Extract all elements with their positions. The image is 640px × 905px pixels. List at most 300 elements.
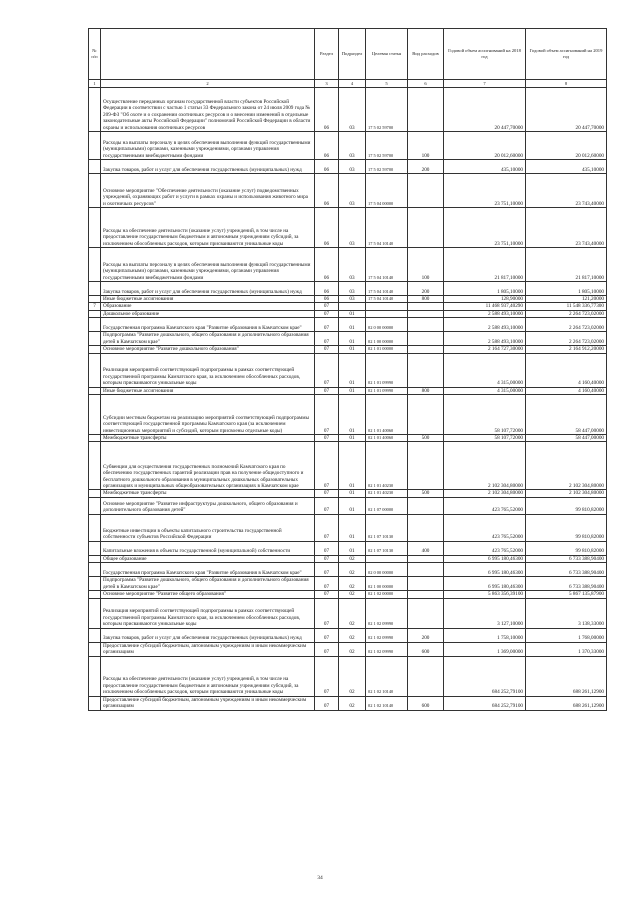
cell-section: 07 [315, 318, 339, 332]
cell-section: 07 [315, 435, 339, 442]
cell-2019: 58 447,00000 [526, 435, 607, 442]
cell-section: 07 [315, 490, 339, 497]
cell-2018: 23 751,10000 [444, 174, 526, 208]
cell-2018: 6 995 180,46300 [444, 563, 526, 577]
cell-2018: 3 127,10000 [444, 598, 526, 628]
cell-num [89, 577, 101, 591]
cell-article: 02 1 07 00000 [366, 497, 408, 514]
cell-2018: 21 817,10000 [444, 248, 526, 282]
cell-name: Основное мероприятие "Развитие инфраструктуры дошкольного, общего образования и дополнительного образования детей" [101, 497, 315, 514]
cell-name: Дошкольное образование [101, 310, 315, 317]
cell-article: 02 1 01 09990 [366, 353, 408, 387]
cell-article [366, 303, 408, 310]
cell-name: Субвенции для осуществления государственных полномочий Камчатского края по обеспечению государственных гарантий реализации прав на получение общедоступного и бесплатного дошкольного образования в муниципальных дошкольных образовательных организациях и муниципальных общеобразовательных организациях в Камчатском крае [101, 442, 315, 490]
cell-article: 02 1 02 10140 [366, 656, 408, 696]
table-body [89, 88, 607, 711]
cell-2019: 2 102 304,80000 [526, 442, 607, 490]
cell-article: 17 5 04 10140 [366, 208, 408, 248]
cell-num: 7 [89, 303, 101, 310]
cell-section: 07 [315, 555, 339, 562]
cell-subsection: 03 [339, 248, 366, 282]
column-number: 8 [526, 80, 607, 88]
cell-section: 06 [315, 132, 339, 160]
cell-name: Бюджетные инвестиции в объекты капитального строительства государственной собственности субъектов Российской Федерации [101, 514, 315, 541]
cell-section: 07 [315, 642, 339, 656]
cell-expense-type: 100 [408, 132, 444, 160]
cell-expense-type: 600 [408, 642, 444, 656]
cell-expense-type [408, 497, 444, 514]
column-number: 2 [101, 80, 315, 88]
cell-2018: 23 751,10000 [444, 208, 526, 248]
column-number: 6 [408, 80, 444, 88]
cell-expense-type [408, 353, 444, 387]
cell-2018: 2 164 727,30000 [444, 346, 526, 353]
cell-subsection: 01 [339, 497, 366, 514]
cell-2019: 4 160,40000 [526, 387, 607, 394]
table-row [89, 696, 607, 710]
cell-2019: 1 370,33000 [526, 642, 607, 656]
table-row [89, 577, 607, 591]
cell-article: 02 1 01 40060 [366, 395, 408, 435]
cell-article: 17 5 02 59700 [366, 160, 408, 174]
cell-num [89, 174, 101, 208]
cell-2019: 6 733 388,90400 [526, 555, 607, 562]
cell-section: 07 [315, 563, 339, 577]
cell-subsection: 02 [339, 563, 366, 577]
cell-expense-type [408, 591, 444, 598]
cell-subsection: 02 [339, 642, 366, 656]
column-number: 4 [339, 80, 366, 88]
cell-2019: 99 810,82000 [526, 514, 607, 541]
cell-expense-type [408, 88, 444, 132]
cell-article: 02 1 02 00000 [366, 591, 408, 598]
cell-num [89, 435, 101, 442]
cell-section: 07 [315, 310, 339, 317]
cell-num [89, 598, 101, 628]
cell-name: Закупка товаров, работ и услуг для обеспечения государственных (муниципальных) нужд [101, 160, 315, 174]
table-row [89, 248, 607, 282]
table-row [89, 656, 607, 696]
cell-expense-type [408, 318, 444, 332]
cell-2018: 435,10000 [444, 160, 526, 174]
header-2019: Годовой объем ассигнований на 2019 год [526, 29, 607, 80]
cell-num [89, 656, 101, 696]
cell-expense-type: 200 [408, 282, 444, 296]
cell-section: 07 [315, 387, 339, 394]
cell-name: Иные бюджетные ассигнования [101, 387, 315, 394]
column-number: 5 [366, 80, 408, 88]
column-number-row [89, 80, 607, 88]
table-row [89, 435, 607, 442]
cell-section: 06 [315, 296, 339, 303]
cell-subsection: 01 [339, 310, 366, 317]
cell-article: 02 0 00 00000 [366, 318, 408, 332]
budget-table [88, 28, 607, 711]
cell-subsection: 03 [339, 132, 366, 160]
cell-section: 07 [315, 656, 339, 696]
header-subsection: Подраздел [339, 29, 366, 80]
cell-subsection: 03 [339, 208, 366, 248]
table-row [89, 591, 607, 598]
cell-expense-type [408, 563, 444, 577]
cell-subsection: 03 [339, 160, 366, 174]
cell-num [89, 395, 101, 435]
cell-expense-type [408, 656, 444, 696]
header-2018: Годовой объем ассигнований на 2018 год [444, 29, 526, 80]
cell-article: 02 1 01 40230 [366, 442, 408, 490]
cell-2019: 23 743,40000 [526, 174, 607, 208]
table-row [89, 132, 607, 160]
cell-expense-type [408, 598, 444, 628]
table-row [89, 541, 607, 555]
cell-section: 06 [315, 88, 339, 132]
cell-num [89, 318, 101, 332]
cell-2018: 423 765,52000 [444, 541, 526, 555]
header-article: Целевая статья [366, 29, 408, 80]
cell-name: Образование [101, 303, 315, 310]
cell-subsection: 01 [339, 387, 366, 394]
table-row [89, 174, 607, 208]
cell-num [89, 541, 101, 555]
cell-2019: 6 733 388,90400 [526, 577, 607, 591]
cell-section: 07 [315, 598, 339, 628]
cell-article: 17 5 04 10140 [366, 296, 408, 303]
table-row [89, 160, 607, 174]
cell-subsection: 01 [339, 541, 366, 555]
cell-name: Реализация мероприятий соответствующей подпрограммы в рамках соответствующей государственной программы Камчатского края, за исключением обособленных расходов, которым присваиваются уникальные коды [101, 598, 315, 628]
cell-subsection: 01 [339, 346, 366, 353]
cell-article: 17 5 04 10140 [366, 282, 408, 296]
header-section: Раздел [315, 29, 339, 80]
cell-2019: 20 447,70000 [526, 88, 607, 132]
cell-subsection: 02 [339, 591, 366, 598]
cell-article: 02 1 01 40060 [366, 435, 408, 442]
cell-expense-type: 500 [408, 490, 444, 497]
cell-section: 07 [315, 514, 339, 541]
cell-article: 02 1 02 10140 [366, 696, 408, 710]
cell-article: 17 5 04 00000 [366, 174, 408, 208]
cell-subsection: 01 [339, 353, 366, 387]
cell-2018: 2 102 304,80000 [444, 442, 526, 490]
cell-expense-type: 200 [408, 160, 444, 174]
cell-2019: 688 261,12900 [526, 696, 607, 710]
cell-article: 02 1 07 10130 [366, 514, 408, 541]
cell-num [89, 442, 101, 490]
cell-article: 02 1 02 09990 [366, 628, 408, 642]
cell-name: Подпрограмма "Развитие дошкольного, общего образования и дополнительного образования детей в Камчатском крае" [101, 577, 315, 591]
table-row [89, 332, 607, 346]
cell-subsection: 02 [339, 598, 366, 628]
table-row [89, 490, 607, 497]
cell-expense-type [408, 514, 444, 541]
cell-name: Расходы на выплаты персоналу в целях обеспечения выполнения функций государственными (муниципальными) органами, казенными учреждениями, органами управления государственными внебюджетными фондами [101, 248, 315, 282]
cell-num [89, 514, 101, 541]
table-row [89, 514, 607, 541]
cell-section: 07 [315, 628, 339, 642]
cell-expense-type [408, 442, 444, 490]
cell-subsection: 02 [339, 555, 366, 562]
cell-subsection: 03 [339, 296, 366, 303]
table-row [89, 353, 607, 387]
table-header-row [89, 29, 607, 80]
cell-subsection: 02 [339, 628, 366, 642]
cell-num [89, 310, 101, 317]
cell-section: 06 [315, 160, 339, 174]
cell-expense-type: 600 [408, 696, 444, 710]
cell-name: Осуществление переданных органам государственной власти субъектов Российской Федерации в соответствии с частью 1 статьи 33 Федерального закона от 24 июля 2009 года № 209-ФЗ "Об охоте и о сохранении охотничьих ресурсов и о внесении изменений в отдельные законодательные акты Российской Федерации" полномочий Российской Федерации в области охраны и использования охотничьих ресурсов [101, 88, 315, 132]
cell-subsection: 03 [339, 174, 366, 208]
cell-expense-type: 500 [408, 435, 444, 442]
cell-name: Государственная программа Камчатского края "Развитие образования в Камчатском крае" [101, 563, 315, 577]
cell-num [89, 296, 101, 303]
cell-article [366, 310, 408, 317]
cell-subsection: 02 [339, 656, 366, 696]
cell-expense-type: 400 [408, 541, 444, 555]
cell-num [89, 248, 101, 282]
cell-2019: 435,10000 [526, 160, 607, 174]
cell-2019: 2 264 723,02000 [526, 318, 607, 332]
table-row [89, 395, 607, 435]
cell-name: Основное мероприятие "Развитие дошкольного образования" [101, 346, 315, 353]
cell-num [89, 642, 101, 656]
cell-article: 02 1 00 00000 [366, 577, 408, 591]
table-row [89, 282, 607, 296]
cell-2019: 58 447,00000 [526, 395, 607, 435]
cell-2018: 1 758,10000 [444, 628, 526, 642]
header-num: № п/п [89, 29, 101, 80]
cell-expense-type [408, 577, 444, 591]
cell-article: 17 5 02 59700 [366, 132, 408, 160]
cell-2019: 2 264 723,02000 [526, 332, 607, 346]
cell-section: 06 [315, 282, 339, 296]
cell-name: Закупка товаров, работ и услуг для обеспечения государственных (муниципальных) нужд [101, 628, 315, 642]
cell-name: Основное мероприятие "Развитие общего образования" [101, 591, 315, 598]
cell-subsection: 02 [339, 696, 366, 710]
cell-2019: 11 548 336,77300 [526, 303, 607, 310]
cell-section: 07 [315, 541, 339, 555]
cell-article: 17 5 04 10140 [366, 248, 408, 282]
cell-section: 07 [315, 353, 339, 387]
cell-2019: 1 805,10000 [526, 282, 607, 296]
cell-2019: 121,20000 [526, 296, 607, 303]
cell-section: 07 [315, 442, 339, 490]
cell-subsection: 01 [339, 490, 366, 497]
cell-subsection [339, 303, 366, 310]
cell-name: Иные бюджетные ассигнования [101, 296, 315, 303]
cell-article: 02 1 00 00000 [366, 332, 408, 346]
cell-2018: 684 252,79100 [444, 696, 526, 710]
cell-section: 07 [315, 577, 339, 591]
cell-2019: 99 810,82000 [526, 497, 607, 514]
cell-num [89, 208, 101, 248]
cell-section: 06 [315, 174, 339, 208]
cell-article: 02 1 02 09990 [366, 598, 408, 628]
cell-article [366, 555, 408, 562]
cell-name: Общее образование [101, 555, 315, 562]
cell-2019: 23 743,40000 [526, 208, 607, 248]
cell-num [89, 88, 101, 132]
cell-article: 02 1 01 40230 [366, 490, 408, 497]
cell-section: 06 [315, 248, 339, 282]
cell-2018: 423 765,52000 [444, 497, 526, 514]
cell-section: 07 [315, 497, 339, 514]
cell-section: 07 [315, 303, 339, 310]
cell-2019: 20 012,60000 [526, 132, 607, 160]
cell-expense-type [408, 332, 444, 346]
cell-2018: 58 107,72000 [444, 395, 526, 435]
cell-num [89, 346, 101, 353]
cell-num [89, 353, 101, 387]
cell-name: Закупка товаров, работ и услуг для обеспечения государственных (муниципальных) нужд [101, 282, 315, 296]
cell-name: Основное мероприятие "Обеспечение деятельности (оказание услуг) подведомственных учреждений, охраняющих работ и услуги в рамках охраны и использования животного мира и охотничьих ресурсов" [101, 174, 315, 208]
table-row [89, 318, 607, 332]
table-row [89, 303, 607, 310]
column-number: 3 [315, 80, 339, 88]
cell-2019: 99 810,82000 [526, 541, 607, 555]
cell-2018: 20 447,70000 [444, 88, 526, 132]
cell-2019: 5 867 135,87900 [526, 591, 607, 598]
cell-name: Предоставление субсидий бюджетным, автономным учреждениям и иным некоммерческим организациям [101, 696, 315, 710]
cell-2018: 2 588 493,10000 [444, 332, 526, 346]
cell-name: Субсидии местным бюджетам на реализацию мероприятий соответствующей подпрограммы соответствующей государственной программы Камчатского края (за исключением инвестиционных мероприятий и субсидий, которым присвоены отдельные коды) [101, 395, 315, 435]
cell-name: Государственная программа Камчатского края "Развитие образования в Камчатском крае" [101, 318, 315, 332]
cell-name: Капитальные вложения в объекты государственной (муниципальной) собственности [101, 541, 315, 555]
cell-subsection: 01 [339, 332, 366, 346]
cell-2018: 2 102 304,80000 [444, 490, 526, 497]
cell-num [89, 332, 101, 346]
cell-2019: 2 102 304,80000 [526, 490, 607, 497]
cell-num [89, 160, 101, 174]
cell-name: Подпрограмма "Развитие дошкольного, общего образования и дополнительного образования детей в Камчатском крае" [101, 332, 315, 346]
cell-expense-type [408, 395, 444, 435]
cell-num [89, 497, 101, 514]
cell-section: 07 [315, 346, 339, 353]
cell-2018: 58 107,72000 [444, 435, 526, 442]
cell-expense-type: 200 [408, 628, 444, 642]
cell-name: Межбюджетные трансферты [101, 435, 315, 442]
cell-article: 02 1 01 09990 [366, 387, 408, 394]
column-number: 1 [89, 80, 101, 88]
cell-expense-type [408, 346, 444, 353]
cell-article: 17 5 02 59700 [366, 88, 408, 132]
cell-section: 07 [315, 332, 339, 346]
cell-name: Расходы на обеспечение деятельности (оказание услуг) учреждений, в том числе на предоставление государственным бюджетным и автономным учреждениям субсидий, за исключением обособленных расходов, которым присваиваются уникальные коды [101, 656, 315, 696]
cell-2018: 11 468 937,40290 [444, 303, 526, 310]
cell-2018: 5 863 356,39100 [444, 591, 526, 598]
cell-num [89, 490, 101, 497]
cell-expense-type [408, 208, 444, 248]
cell-subsection: 01 [339, 318, 366, 332]
cell-name: Предоставление субсидий бюджетным, автономным учреждениям и иным некоммерческим организациям [101, 642, 315, 656]
cell-2019: 1 768,00000 [526, 628, 607, 642]
cell-subsection: 03 [339, 282, 366, 296]
cell-section: 07 [315, 395, 339, 435]
cell-2019: 688 261,12900 [526, 656, 607, 696]
cell-name: Расходы на выплаты персоналу в целях обеспечения выполнения функций государственными (муниципальными) органами, казенными учреждениями, органами управления государственными внебюджетными фондами [101, 132, 315, 160]
cell-2019: 6 733 388,90400 [526, 563, 607, 577]
table-row [89, 642, 607, 656]
cell-subsection: 02 [339, 577, 366, 591]
cell-expense-type: 800 [408, 296, 444, 303]
table-row [89, 310, 607, 317]
cell-subsection: 01 [339, 395, 366, 435]
table-row [89, 497, 607, 514]
cell-2019: 3 138,33000 [526, 598, 607, 628]
cell-expense-type [408, 174, 444, 208]
cell-subsection: 01 [339, 514, 366, 541]
cell-num [89, 387, 101, 394]
table-row [89, 598, 607, 628]
cell-2018: 6 995 180,46300 [444, 555, 526, 562]
cell-expense-type [408, 555, 444, 562]
header-expense-type: Вид расходов [408, 29, 444, 80]
cell-2018: 2 588 493,10000 [444, 310, 526, 317]
table-row [89, 208, 607, 248]
cell-expense-type: 100 [408, 248, 444, 282]
budget-table-sheet [88, 28, 606, 711]
cell-num [89, 555, 101, 562]
cell-2018: 2 588 493,10000 [444, 318, 526, 332]
table-row [89, 628, 607, 642]
table-row [89, 346, 607, 353]
cell-num [89, 628, 101, 642]
table-row [89, 442, 607, 490]
table-row [89, 88, 607, 132]
cell-expense-type: 800 [408, 387, 444, 394]
cell-article: 02 0 00 00000 [366, 563, 408, 577]
page-number: 34 [317, 875, 323, 881]
cell-2019: 4 160,40000 [526, 353, 607, 387]
cell-article: 02 1 02 09990 [366, 642, 408, 656]
cell-name: Расходы на обеспечение деятельности (оказание услуг) учреждений, в том числе на предоставление государственным бюджетным и автономным учреждениям субсидий, за исключением обособленных расходов, которым присваиваются уникальные коды [101, 208, 315, 248]
table-row [89, 563, 607, 577]
cell-2018: 6 995 180,46300 [444, 577, 526, 591]
cell-expense-type [408, 310, 444, 317]
cell-2019: 2 264 723,02000 [526, 310, 607, 317]
table-row [89, 387, 607, 394]
header-name [101, 29, 315, 80]
cell-2018: 1 805,10000 [444, 282, 526, 296]
table-row [89, 555, 607, 562]
cell-article: 02 1 01 00000 [366, 346, 408, 353]
cell-2018: 423 765,52000 [444, 514, 526, 541]
cell-2018: 128,90000 [444, 296, 526, 303]
column-number: 7 [444, 80, 526, 88]
cell-name: Межбюджетные трансферты [101, 490, 315, 497]
cell-subsection: 03 [339, 88, 366, 132]
cell-num [89, 282, 101, 296]
cell-2018: 20 012,60000 [444, 132, 526, 160]
cell-section: 06 [315, 208, 339, 248]
cell-section: 07 [315, 696, 339, 710]
cell-2019: 2 164 912,20000 [526, 346, 607, 353]
cell-subsection: 01 [339, 442, 366, 490]
cell-section: 07 [315, 591, 339, 598]
cell-article: 02 1 07 10130 [366, 541, 408, 555]
cell-num [89, 563, 101, 577]
cell-subsection: 01 [339, 435, 366, 442]
cell-2018: 4 315,00000 [444, 387, 526, 394]
cell-name: Реализация мероприятий соответствующей подпрограммы в рамках соответствующей государственной программы Камчатского края, за исключением обособленных расходов, которым присваиваются уникальные коды [101, 353, 315, 387]
cell-num [89, 696, 101, 710]
cell-num [89, 591, 101, 598]
cell-2018: 684 252,79100 [444, 656, 526, 696]
cell-2018: 1 369,00000 [444, 642, 526, 656]
cell-2018: 4 315,00000 [444, 353, 526, 387]
table-row [89, 296, 607, 303]
cell-expense-type [408, 303, 444, 310]
cell-num [89, 132, 101, 160]
